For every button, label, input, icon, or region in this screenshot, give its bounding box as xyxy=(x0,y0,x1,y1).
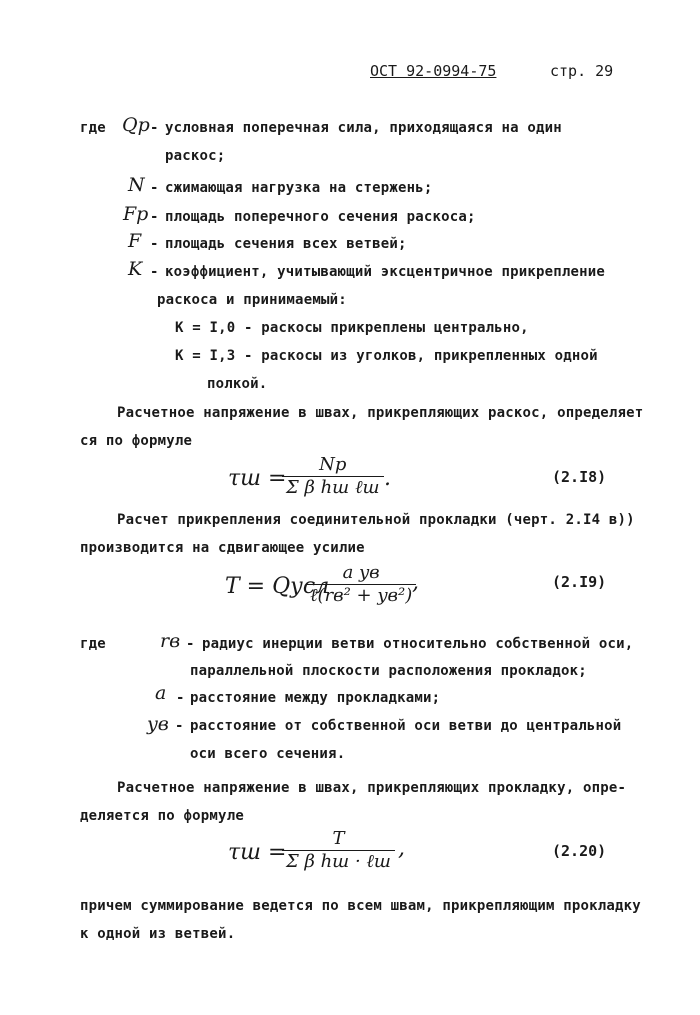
dash: - xyxy=(150,236,159,252)
dash: - xyxy=(150,180,159,196)
paragraph-2-line-2: производится на сдвигающее усилие xyxy=(80,540,365,556)
dash: - xyxy=(150,209,159,225)
dash: - xyxy=(186,636,195,652)
paragraph-3-line-2: деляется по формуле xyxy=(80,808,244,824)
symbol-yv: yв xyxy=(147,713,169,735)
eq-2-20-number: (2.20) xyxy=(552,842,607,860)
eq-2-19-lhs: T = Qусл xyxy=(225,574,330,599)
eq-2-19-tail: , xyxy=(412,570,419,595)
paragraph-2-line-1: Расчет прикрепления соединительной прокладки (черт. 2.I4 в)) xyxy=(117,512,635,528)
k-value-2: K = I,3 - раскосы из уголков, прикрепленных одной xyxy=(175,348,598,364)
where-label-2: где xyxy=(80,636,106,652)
page-number: стр. 29 xyxy=(550,62,614,80)
symbol-a: a xyxy=(155,682,167,704)
eq-2-18-fraction xyxy=(282,454,384,499)
eq-2-18-lhs: τш = xyxy=(228,466,287,491)
eq-2-20-lhs: τш = xyxy=(228,840,287,865)
eq-2-18-numerator: Nр xyxy=(282,454,384,477)
def-N-text: сжимающая нагрузка на стержень; xyxy=(165,180,433,196)
k-value-1: K = I,0 - раскосы прикреплены центрально, xyxy=(175,320,529,336)
def-yv-text: расстояние от собственной оси ветви до центральной xyxy=(190,718,622,734)
def-Qp-text: условная поперечная сила, приходящаяся на один xyxy=(165,120,562,136)
symbol-K: K xyxy=(128,258,143,280)
paragraph-4-line-2: к одной из ветвей. xyxy=(80,926,236,942)
def-rv-cont: параллельной плоскости расположения прокладок; xyxy=(190,663,587,679)
def-a-text: расстояние между прокладками; xyxy=(190,690,441,706)
def-K-text: коэффициент, учитывающий эксцентричное прикрепление xyxy=(165,264,606,280)
dash: - xyxy=(176,690,185,706)
eq-2-20-tail: , xyxy=(398,836,405,861)
dash: - xyxy=(150,120,159,136)
eq-2-19-numerator: a yв xyxy=(306,562,416,585)
def-yv-cont: оси всего сечения. xyxy=(190,746,346,762)
eq-2-18-number: (2.I8) xyxy=(552,468,607,486)
eq-2-18-denominator: Σ β hш ℓш xyxy=(286,477,380,498)
eq-2-19-fraction xyxy=(306,562,416,607)
k-value-2-cont: полкой. xyxy=(207,376,268,392)
paragraph-1-line-1: Расчетное напряжение в швах, прикрепляющих раскос, определяет xyxy=(117,405,644,421)
symbol-Fp: Fр xyxy=(123,203,149,225)
where-label: где xyxy=(80,120,106,136)
eq-2-20-fraction xyxy=(282,828,395,873)
paragraph-3-line-1: Расчетное напряжение в швах, прикрепляющих прокладку, опре- xyxy=(117,780,627,796)
symbol-Qp: Qр xyxy=(122,114,150,136)
def-Fp-text: площадь поперечного сечения раскоса; xyxy=(165,209,476,225)
def-F-text: площадь сечения всех ветвей; xyxy=(165,236,407,252)
eq-2-19-number: (2.I9) xyxy=(552,573,607,591)
def-rv-text: радиус инерции ветви относительно собственной оси, xyxy=(202,636,634,652)
symbol-F: F xyxy=(128,230,142,252)
eq-2-20-denominator: Σ β hш · ℓш xyxy=(286,851,391,872)
def-Qp-cont: раскос; xyxy=(165,148,226,164)
eq-2-18-tail: . xyxy=(384,466,391,491)
dash: - xyxy=(150,264,159,280)
document-code: ОСТ 92-0994-75 xyxy=(370,62,497,80)
paragraph-4-line-1: причем суммирование ведется по всем швам, прикрепляющим прокладку xyxy=(80,898,641,914)
def-K-cont: раскоса и принимаемый: xyxy=(157,292,347,308)
eq-2-20-numerator: T xyxy=(282,828,395,851)
symbol-N: N xyxy=(128,174,145,196)
dash: - xyxy=(175,718,184,734)
eq-2-19-denominator: ℓ(rв² + yв²) xyxy=(310,585,413,606)
paragraph-1-line-2: ся по формуле xyxy=(80,433,193,449)
symbol-rv: rв xyxy=(160,630,181,652)
